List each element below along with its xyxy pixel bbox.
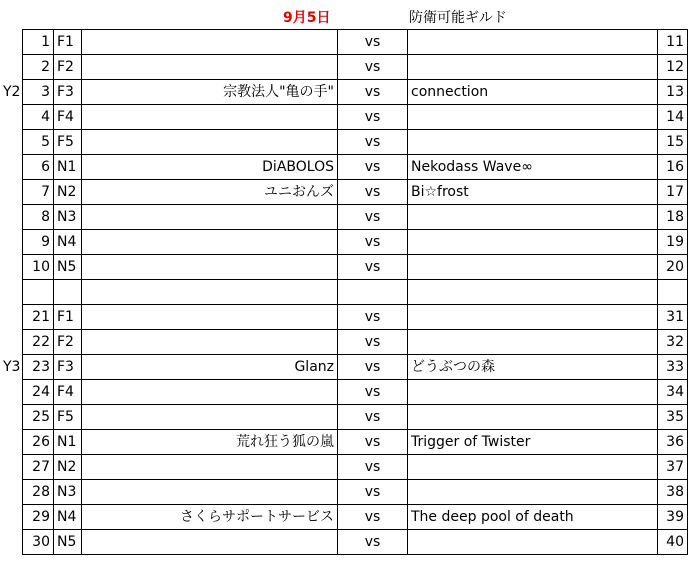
row-code-cell[interactable]: F4 bbox=[54, 105, 82, 130]
row-number-cell[interactable]: 8 bbox=[23, 205, 54, 230]
home-guild-cell[interactable] bbox=[82, 230, 338, 255]
row-code-cell[interactable]: F2 bbox=[54, 55, 82, 80]
opponent-number-cell[interactable]: 40 bbox=[658, 530, 688, 555]
table-row bbox=[23, 155, 688, 180]
vs-label-cell[interactable]: vs bbox=[338, 30, 408, 55]
row-code-cell[interactable]: N5 bbox=[54, 255, 82, 280]
table-row bbox=[23, 130, 688, 155]
opponent-number-cell[interactable]: 12 bbox=[658, 55, 688, 80]
away-guild-cell[interactable] bbox=[408, 480, 658, 505]
home-guild-cell[interactable]: DiABOLOS bbox=[82, 155, 338, 180]
home-guild-cell[interactable] bbox=[82, 255, 338, 280]
row-number-cell[interactable]: 28 bbox=[23, 480, 54, 505]
opponent-number-cell[interactable]: 18 bbox=[658, 205, 688, 230]
table-row bbox=[23, 105, 688, 130]
table-row bbox=[23, 180, 688, 205]
vs-label-cell[interactable]: vs bbox=[338, 155, 408, 180]
home-guild-cell[interactable]: さくらサポートサービス bbox=[82, 505, 338, 530]
vs-label-cell[interactable]: vs bbox=[338, 505, 408, 530]
table-row bbox=[23, 455, 688, 480]
separator-row bbox=[23, 280, 688, 305]
group-label-y2: Y2 bbox=[3, 84, 21, 100]
vs-label-cell[interactable]: vs bbox=[338, 430, 408, 455]
away-guild-cell[interactable]: connection bbox=[408, 80, 658, 105]
row-number-cell[interactable]: 7 bbox=[23, 180, 54, 205]
home-guild-cell[interactable]: Glanz bbox=[82, 355, 338, 380]
away-guild-cell[interactable]: Nekodass Wave∞ bbox=[408, 155, 658, 180]
home-guild-cell[interactable] bbox=[82, 130, 338, 155]
row-code-cell[interactable]: F4 bbox=[54, 380, 82, 405]
empty-cell[interactable] bbox=[23, 280, 54, 305]
away-guild-cell[interactable] bbox=[408, 255, 658, 280]
opponent-number-cell[interactable]: 19 bbox=[658, 230, 688, 255]
table-row bbox=[23, 380, 688, 405]
vs-label-cell[interactable]: vs bbox=[338, 180, 408, 205]
opponent-number-cell[interactable]: 32 bbox=[658, 330, 688, 355]
vs-label-cell[interactable]: vs bbox=[338, 380, 408, 405]
away-guild-cell[interactable] bbox=[408, 55, 658, 80]
table-row bbox=[23, 305, 688, 330]
row-number-cell[interactable]: 1 bbox=[23, 30, 54, 55]
home-guild-cell[interactable]: 宗教法人"亀の手" bbox=[82, 80, 338, 105]
vs-label-cell[interactable]: vs bbox=[338, 130, 408, 155]
vs-label-cell[interactable]: vs bbox=[338, 455, 408, 480]
row-number-cell[interactable]: 29 bbox=[23, 505, 54, 530]
away-guild-cell[interactable] bbox=[408, 530, 658, 555]
opponent-number-cell[interactable]: 13 bbox=[658, 80, 688, 105]
opponent-number-cell[interactable]: 35 bbox=[658, 405, 688, 430]
row-code-cell[interactable]: N1 bbox=[54, 430, 82, 455]
opponent-number-cell[interactable]: 33 bbox=[658, 355, 688, 380]
vs-label-cell[interactable]: vs bbox=[338, 80, 408, 105]
table-row bbox=[23, 330, 688, 355]
opponent-number-cell[interactable]: 39 bbox=[658, 505, 688, 530]
row-number-cell[interactable]: 2 bbox=[23, 55, 54, 80]
vs-label-cell[interactable]: vs bbox=[338, 305, 408, 330]
vs-label-cell[interactable]: vs bbox=[338, 480, 408, 505]
table-row bbox=[23, 230, 688, 255]
row-number-cell[interactable]: 6 bbox=[23, 155, 54, 180]
row-number-cell[interactable]: 3 bbox=[23, 80, 54, 105]
empty-cell[interactable] bbox=[54, 280, 82, 305]
opponent-number-cell[interactable]: 36 bbox=[658, 430, 688, 455]
empty-cell[interactable] bbox=[338, 280, 408, 305]
row-number-cell[interactable]: 25 bbox=[23, 405, 54, 430]
home-guild-cell[interactable] bbox=[82, 305, 338, 330]
row-code-cell[interactable]: N3 bbox=[54, 480, 82, 505]
row-code-cell[interactable]: N4 bbox=[54, 505, 82, 530]
vs-label-cell[interactable]: vs bbox=[338, 55, 408, 80]
row-code-cell[interactable]: N2 bbox=[54, 455, 82, 480]
row-number-cell[interactable]: 24 bbox=[23, 380, 54, 405]
row-number-cell[interactable]: 26 bbox=[23, 430, 54, 455]
home-guild-cell[interactable] bbox=[82, 55, 338, 80]
vs-label-cell[interactable]: vs bbox=[338, 330, 408, 355]
empty-cell[interactable] bbox=[408, 280, 658, 305]
header-date: 9月5日 bbox=[283, 10, 331, 26]
opponent-number-cell[interactable]: 38 bbox=[658, 480, 688, 505]
away-guild-cell[interactable]: Trigger of Twister bbox=[408, 430, 658, 455]
row-code-cell[interactable]: F3 bbox=[54, 80, 82, 105]
table-row bbox=[23, 430, 688, 455]
opponent-number-cell[interactable]: 15 bbox=[658, 130, 688, 155]
away-guild-cell[interactable]: The deep pool of death bbox=[408, 505, 658, 530]
home-guild-cell[interactable] bbox=[82, 380, 338, 405]
empty-cell[interactable] bbox=[82, 280, 338, 305]
row-code-cell[interactable]: N5 bbox=[54, 530, 82, 555]
away-guild-cell[interactable] bbox=[408, 405, 658, 430]
opponent-number-cell[interactable]: 17 bbox=[658, 180, 688, 205]
opponent-number-cell[interactable]: 34 bbox=[658, 380, 688, 405]
group-label-y3: Y3 bbox=[3, 359, 21, 375]
opponent-number-cell[interactable]: 14 bbox=[658, 105, 688, 130]
row-code-cell[interactable]: F2 bbox=[54, 330, 82, 355]
home-guild-cell[interactable]: ユニおんズ bbox=[82, 180, 338, 205]
row-code-cell[interactable]: N4 bbox=[54, 230, 82, 255]
table-row bbox=[23, 405, 688, 430]
vs-label-cell[interactable]: vs bbox=[338, 105, 408, 130]
home-guild-cell[interactable] bbox=[82, 205, 338, 230]
row-code-cell[interactable]: F5 bbox=[54, 405, 82, 430]
row-code-cell[interactable]: F1 bbox=[54, 305, 82, 330]
vs-label-cell[interactable]: vs bbox=[338, 405, 408, 430]
empty-cell[interactable] bbox=[658, 280, 688, 305]
table-row bbox=[23, 530, 688, 555]
vs-label-cell[interactable]: vs bbox=[338, 230, 408, 255]
table-row bbox=[23, 80, 688, 105]
away-guild-cell[interactable]: Bi☆frost bbox=[408, 180, 658, 205]
away-guild-cell[interactable]: どうぶつの森 bbox=[408, 355, 658, 380]
table-row bbox=[23, 355, 688, 380]
table-row bbox=[23, 205, 688, 230]
table-row bbox=[23, 505, 688, 530]
vs-label-cell[interactable]: vs bbox=[338, 205, 408, 230]
match-table bbox=[22, 29, 688, 555]
vs-label-cell[interactable]: vs bbox=[338, 355, 408, 380]
table-row bbox=[23, 480, 688, 505]
row-number-cell[interactable]: 4 bbox=[23, 105, 54, 130]
away-guild-cell[interactable] bbox=[408, 205, 658, 230]
row-number-cell[interactable]: 9 bbox=[23, 230, 54, 255]
row-number-cell[interactable]: 30 bbox=[23, 530, 54, 555]
home-guild-cell[interactable] bbox=[82, 455, 338, 480]
row-code-cell[interactable]: N3 bbox=[54, 205, 82, 230]
home-guild-cell[interactable] bbox=[82, 105, 338, 130]
home-guild-cell[interactable] bbox=[82, 330, 338, 355]
away-guild-cell[interactable] bbox=[408, 380, 658, 405]
row-number-cell[interactable]: 27 bbox=[23, 455, 54, 480]
table-row bbox=[23, 30, 688, 55]
away-guild-cell[interactable] bbox=[408, 130, 658, 155]
away-guild-cell[interactable] bbox=[408, 30, 658, 55]
away-guild-cell[interactable] bbox=[408, 230, 658, 255]
row-number-cell[interactable]: 22 bbox=[23, 330, 54, 355]
row-number-cell[interactable]: 10 bbox=[23, 255, 54, 280]
opponent-number-cell[interactable]: 11 bbox=[658, 30, 688, 55]
home-guild-cell[interactable]: 荒れ狂う狐の嵐 bbox=[82, 430, 338, 455]
away-guild-cell[interactable] bbox=[408, 455, 658, 480]
away-guild-cell[interactable] bbox=[408, 305, 658, 330]
away-guild-cell[interactable] bbox=[408, 105, 658, 130]
home-guild-cell[interactable] bbox=[82, 480, 338, 505]
row-code-cell[interactable]: F3 bbox=[54, 355, 82, 380]
vs-label-cell[interactable]: vs bbox=[338, 255, 408, 280]
opponent-number-cell[interactable]: 16 bbox=[658, 155, 688, 180]
row-code-cell[interactable]: F1 bbox=[54, 30, 82, 55]
opponent-number-cell[interactable]: 37 bbox=[658, 455, 688, 480]
home-guild-cell[interactable] bbox=[82, 530, 338, 555]
table-row bbox=[23, 55, 688, 80]
row-code-cell[interactable]: N1 bbox=[54, 155, 82, 180]
opponent-number-cell[interactable]: 20 bbox=[658, 255, 688, 280]
home-guild-cell[interactable] bbox=[82, 30, 338, 55]
row-number-cell[interactable]: 23 bbox=[23, 355, 54, 380]
row-code-cell[interactable]: F5 bbox=[54, 130, 82, 155]
header-title: 防衛可能ギルド bbox=[409, 10, 507, 26]
table-row bbox=[23, 255, 688, 280]
row-number-cell[interactable]: 21 bbox=[23, 305, 54, 330]
row-number-cell[interactable]: 5 bbox=[23, 130, 54, 155]
home-guild-cell[interactable] bbox=[82, 405, 338, 430]
away-guild-cell[interactable] bbox=[408, 330, 658, 355]
vs-label-cell[interactable]: vs bbox=[338, 530, 408, 555]
row-code-cell[interactable]: N2 bbox=[54, 180, 82, 205]
opponent-number-cell[interactable]: 31 bbox=[658, 305, 688, 330]
